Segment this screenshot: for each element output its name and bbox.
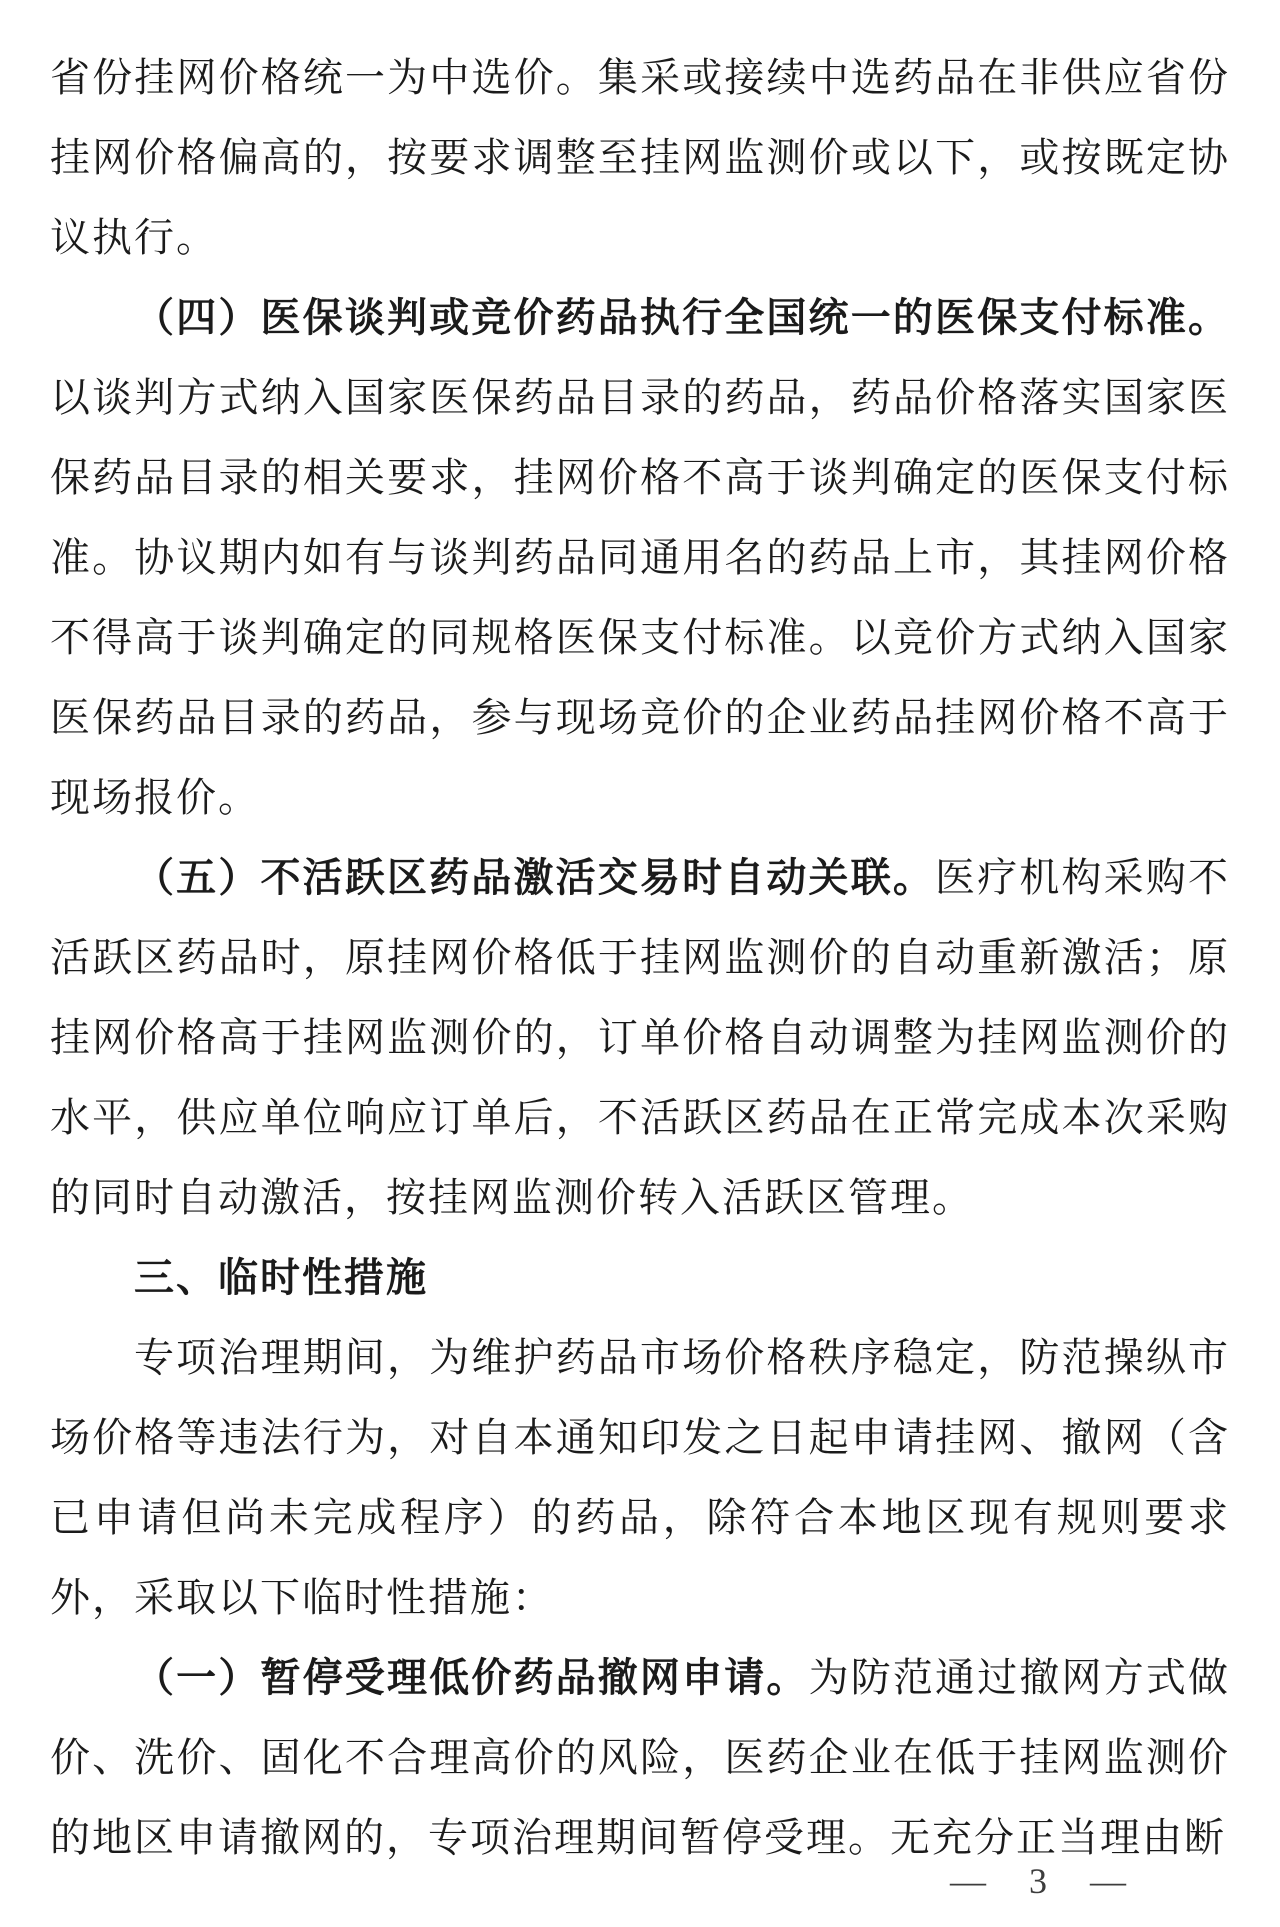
item-4-lead: （四）医保谈判或竞价药品执行全国统一的医保支付标准。 <box>134 295 1230 340</box>
item-5-body: 医疗机构采购不活跃区药品时，原挂网价格低于挂网监测价的自动重新激活；原挂网价格高于挂网监测价的，订单价格自动调整为挂网监测价的水平，供应单位响应订单后，不活跃区药品在正常完成本次采购的同时自动激活，按挂网监测价转入活跃区管理。 <box>50 855 1231 1220</box>
item-5-lead: （五）不活跃区药品激活交易时自动关联。 <box>134 855 936 900</box>
paragraph-continuation <box>50 38 1230 278</box>
page-number: — 3 — <box>950 1861 1130 1901</box>
paragraph-text: 省份挂网价格统一为中选价。集采或接续中选药品在非供应省份挂网价格偏高的，按要求调整至挂网监测价或以下，或按既定协议执行。 <box>50 55 1230 260</box>
item-1-lead: （一）暂停受理低价药品撤网申请。 <box>134 1655 809 1700</box>
section-3-intro-text: 专项治理期间，为维护药品市场价格秩序稳定，防范操纵市场价格等违法行为，对自本通知印发之日起申请挂网、撤网（含已申请但尚未完成程序）的药品，除符合本地区现有规则要求外，采取以下临时性措施： <box>50 1335 1230 1620</box>
item-1-body: 为防范通过撤网方式做价、洗价、固化不合理高价的风险，医药企业在低于挂网监测价的地区申请撤网的，专项治理期间暂停受理。无充分正当理由断 <box>50 1655 1231 1860</box>
paragraph-item-5 <box>50 838 1230 1238</box>
paragraph-item-4 <box>50 278 1230 838</box>
paragraph-section-3-intro <box>50 1318 1230 1638</box>
section-3-heading: 三、临时性措施 <box>134 1256 428 1300</box>
paragraph-item-1 <box>50 1638 1230 1878</box>
item-4-body: 以谈判方式纳入国家医保药品目录的药品，药品价格落实国家医保药品目录的相关要求，挂网价格不高于谈判确定的医保支付标准。协议期内如有与谈判药品同通用名的药品上市，其挂网价格不得高于谈判确定的同规格医保支付标准。以竞价方式纳入国家医保药品目录的药品，参与现场竞价的企业药品挂网价格不高于现场报价。 <box>50 375 1230 820</box>
